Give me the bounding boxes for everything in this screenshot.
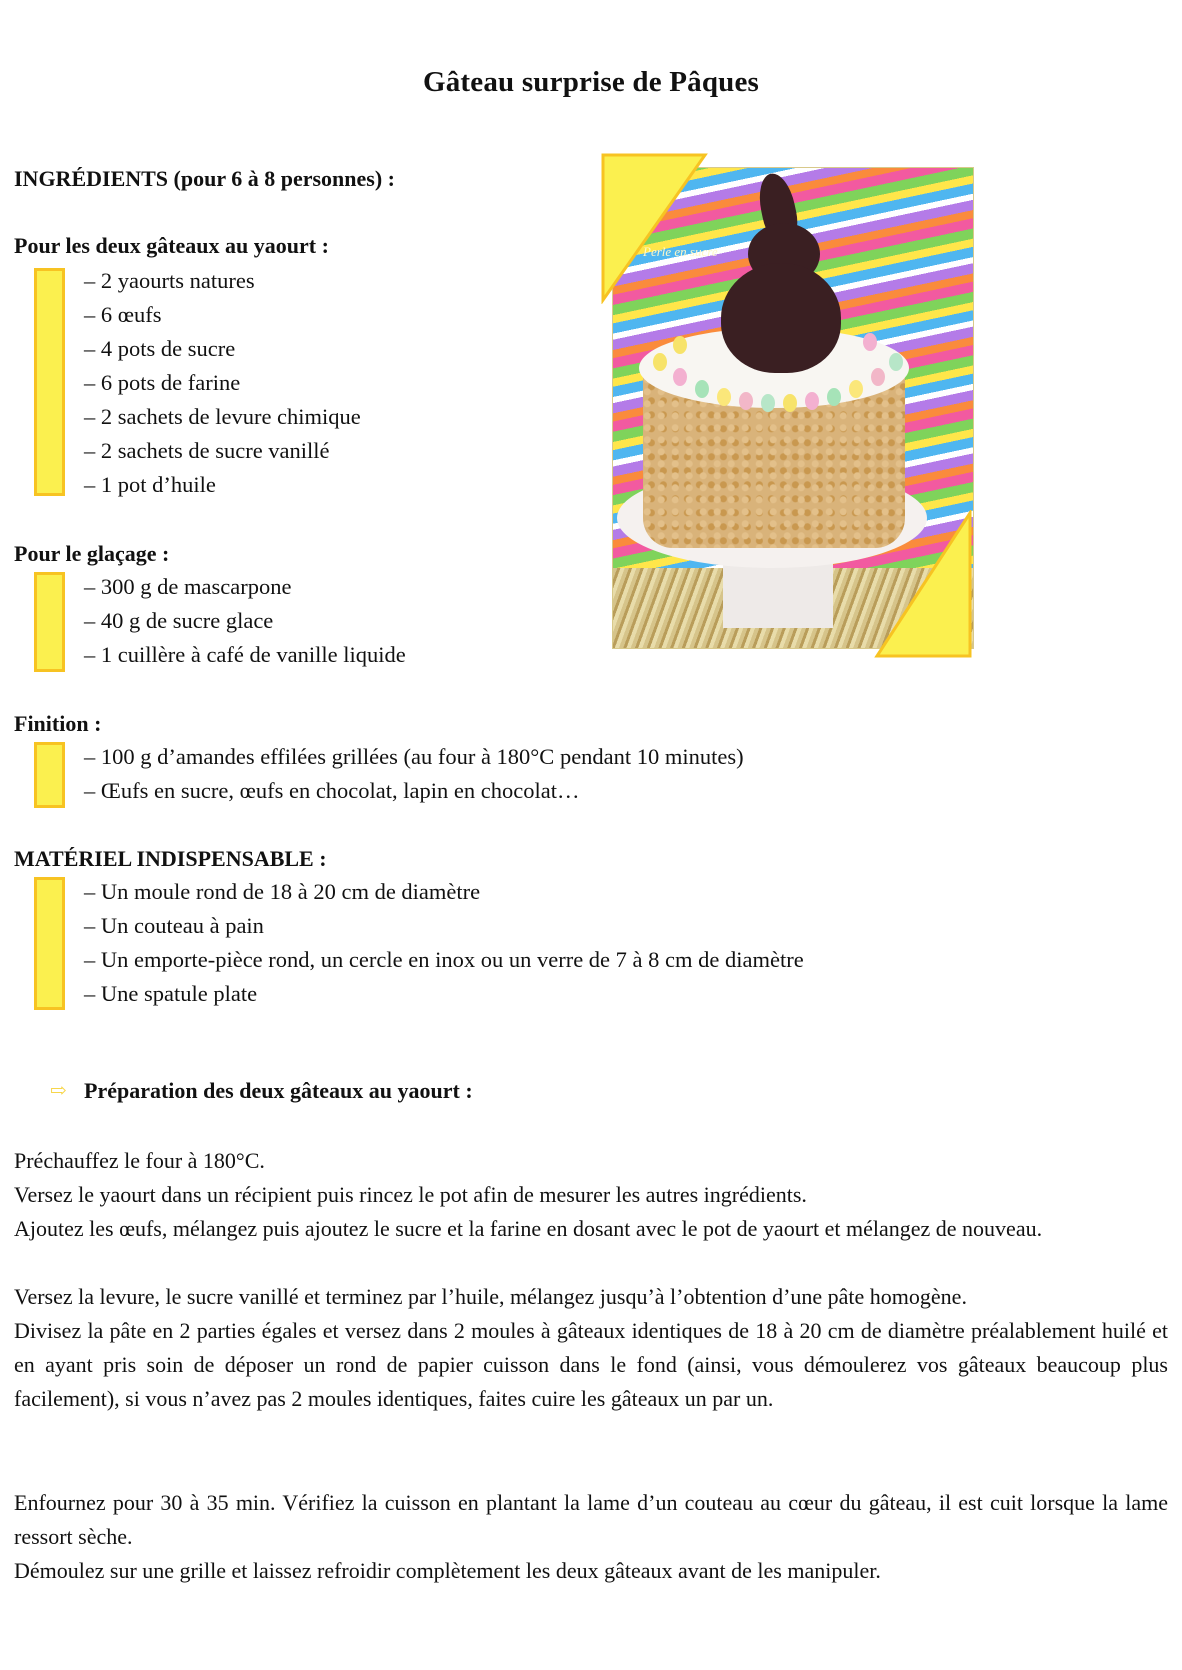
paragraph: Ajoutez les œufs, mélangez puis ajoutez le sucre et la farine en dosant avec le pot de yaourt et mélangez de nouveau. <box>14 1216 1043 1241</box>
paragraph: Enfournez pour 30 à 35 min. Vérifiez la cuisson en plantant la lame d’un couteau au cœur du gâteau, il est cuit lorsque la lame ressort sèche. <box>14 1490 1168 1549</box>
paragraph-line: Versez la levure, le sucre vanillé et terminez par l’huile, mélangez jusqu’à l’obtention d’une pâte homogène. <box>14 1284 967 1309</box>
section-marker-bar <box>34 572 65 672</box>
list-item: – 6 œufs <box>84 302 162 327</box>
list-item: – 100 g d’amandes effilées grillées (au four à 180°C pendant 10 minutes) <box>84 744 744 769</box>
list-item: – 2 sachets de sucre vanillé <box>84 438 330 463</box>
section-marker-bar <box>34 742 65 808</box>
list-item: – Un couteau à pain <box>84 913 264 938</box>
photo-watermark: Perle en sucre <box>643 244 718 259</box>
list-item: – 6 pots de farine <box>84 370 241 395</box>
list-item: – Une spatule plate <box>84 981 258 1006</box>
preparation-heading: Préparation des deux gâteaux au yaourt : <box>84 1078 473 1103</box>
list-item: – 4 pots de sucre <box>84 336 236 361</box>
arrow-icon: ⇨ <box>50 1080 67 1102</box>
list-item: – 1 pot d’huile <box>84 472 216 497</box>
section-marker-bar <box>34 877 65 1010</box>
paragraph: Divisez la pâte en 2 parties égales et versez dans 2 moules à gâteaux identiques de 18 à 20 cm de diamètre préalablement huilé et en ayant pris soin de déposer un rond de papier cuisson dans le fond (ainsi, vous démoulerez vos gâteaux beaucoup plus facilement), si vous n’avez pas 2 moules identiques, faites cuire les gâteaux un par un. <box>14 1318 1168 1411</box>
paragraph-line: Démoulez sur une grille et laissez refroidir complètement les deux gâteaux avant de les manipuler. <box>14 1558 881 1583</box>
section-heading-yaourt: Pour les deux gâteaux au yaourt : <box>14 233 329 258</box>
ingredients-heading: INGRÉDIENTS (pour 6 à 8 personnes) : <box>14 166 395 191</box>
section-marker-bar <box>34 268 65 496</box>
list-item: – 40 g de sucre glace <box>84 608 274 633</box>
list-item: – Œufs en sucre, œufs en chocolat, lapin en chocolat… <box>84 778 580 803</box>
list-item: – Un moule rond de 18 à 20 cm de diamètre <box>84 879 481 904</box>
section-heading-finition: Finition : <box>14 711 102 736</box>
paragraph-line: Préchauffez le four à 180°C. <box>14 1148 265 1173</box>
list-item: – 1 cuillère à café de vanille liquide <box>84 642 406 667</box>
photo-corner-bottom-right <box>874 510 974 660</box>
list-item: – 300 g de mascarpone <box>84 574 292 599</box>
list-item: – 2 yaourts natures <box>84 268 255 293</box>
section-heading-glacage: Pour le glaçage : <box>14 541 170 566</box>
section-heading-materiel: MATÉRIEL INDISPENSABLE : <box>14 846 327 871</box>
photo-corner-top-left <box>600 152 710 304</box>
list-item: – Un emporte-pièce rond, un cercle en inox ou un verre de 7 à 8 cm de diamètre <box>84 947 804 972</box>
page-title: Gâteau surprise de Pâques <box>422 66 760 98</box>
list-item: – 2 sachets de levure chimique <box>84 404 361 429</box>
paragraph-line: Versez le yaourt dans un récipient puis rincez le pot afin de mesurer les autres ingrédients. <box>14 1182 807 1207</box>
